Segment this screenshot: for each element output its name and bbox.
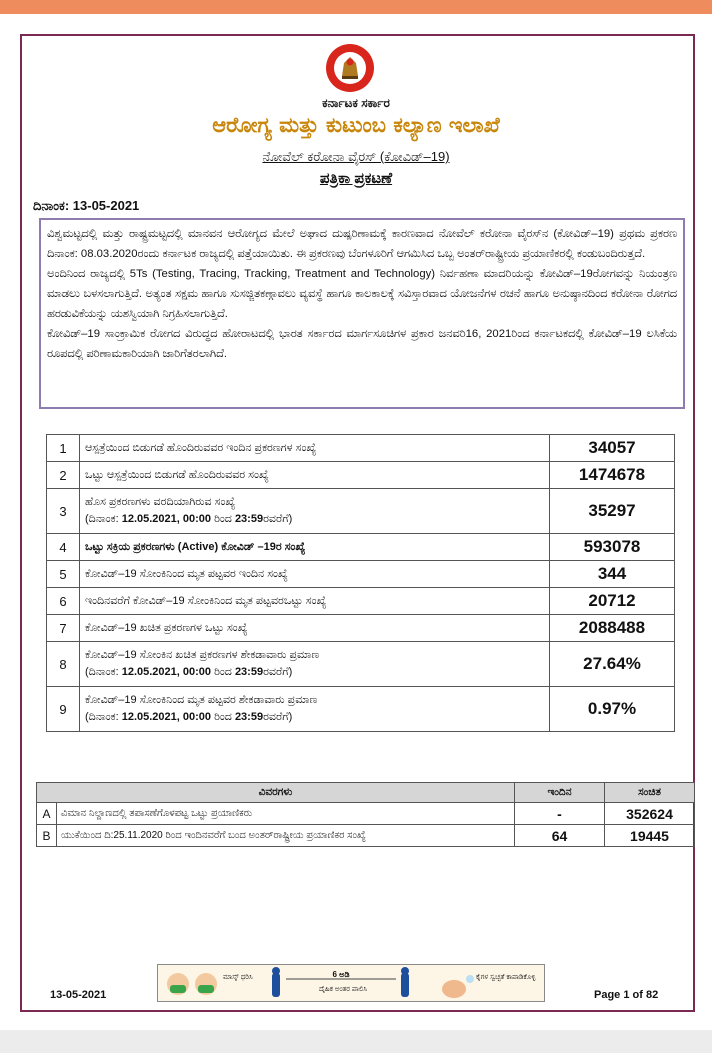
table-row: 3 ಹೊಸ ಪ್ರಕರಣಗಳು ವರದಿಯಾಗಿರುವ ಸಂಖ್ಯೆ (ದಿನಾಂಕ: 12.05.2021, 00:00 ರಿಂದ 23:59ರವರೆಗೆ) 35297	[47, 489, 675, 534]
table-row: 1 ಆಸ್ಪತ್ರೆಯಿಂದ ಬಿಡುಗಡೆ ಹೊಂದಿರುವವರ ಇಂದಿನ ಪ್ರಕರಣಗಳ ಸಂಖ್ಯೆ 34057	[47, 435, 675, 462]
table-row: B ಯುಕೆಯಿಂದ ದಿ:25.11.2020 ರಿಂದ ಇಂದಿನವರೆಗೆ ಬಂದ ಅಂತರ್‌ರಾಷ್ಟ್ರೀಯ ಪ್ರಯಾಣಿಕರ ಸಂಖ್ಯೆ 64 19445	[37, 825, 695, 847]
table-row: 4 ಒಟ್ಟು ಸಕ್ರಿಯ ಪ್ರಕರಣಗಳು (Active) ಕೋವಿಡ್ –19ರ ಸಂಖ್ಯೆ 593078	[47, 534, 675, 561]
footer-date: 13-05-2021	[50, 989, 107, 1001]
table-row: 7 ಕೋವಿಡ್–19 ಖಚಿತ ಪ್ರಕರಣಗಳ ಒಟ್ಟು ಸಂಖ್ಯೆ 2088488	[47, 615, 675, 642]
release-date: ದಿನಾಂಕ: 13-05-2021	[33, 198, 140, 213]
covid-safety-banner	[157, 964, 545, 1002]
intro-box	[39, 218, 685, 409]
intro-paragraph-2: ಅಂದಿನಿಂದ ರಾಜ್ಯದಲ್ಲಿ 5Ts (Testing, Tracing, Tracking, Treatment and Technology) ನಿರ್ವಹಣಾ ಮಾದರಿಯನ್ನು ಕೋವಿಡ್–19ರೋಗವನ್ನು ನಿಯಂತ್ರಣ ಮಾಡಲು ಬಳಸಲಾಗುತ್ತಿದೆ. ಅತ್ಯಂತ ಸಕ್ಷಮ ಹಾಗೂ ಸುಸಜ್ಜಿತಕಣ್ಗಾವಲು ವ್ಯವಸ್ಥೆ ಹಾಗೂ ಕಾಲಕಾಲಕ್ಕೆ ಸವಿಸ್ತಾರವಾದ ಯೋಜನೆಗಳ ರಚನೆ ಹಾಗೂ ಅನುಷ್ಠಾನದಿಂದ ಕರೋನಾ ರೋಗದ ಹರಡುವಿಕೆಯನ್ನು ಯಶಸ್ವಿಯಾಗಿ ನಿಗ್ರಹಿಸಲಾಗುತ್ತಿದೆ.	[47, 268, 677, 320]
table-row: 2 ಒಟ್ಟು ಆಸ್ಪತ್ರೆಯಿಂದ ಬಿಡುಗಡೆ ಹೊಂದಿರುವವರ ಸಂಖ್ಯೆ 1474678	[47, 462, 675, 489]
header-cumulative: ಸಂಚಿತ	[605, 783, 695, 803]
distance-text: 6 ಅಡಿ	[332, 970, 350, 979]
department-title: ಆರೋಗ್ಯ ಮತ್ತು ಕುಟುಂಬ ಕಲ್ಯಾಣ ಇಲಾಖೆ	[212, 113, 500, 137]
header-today: ಇಂದಿನ	[515, 783, 605, 803]
header-details: ವಿವರಗಳು	[37, 783, 515, 803]
mask-text: ಮಾಸ್ಕ್ ಧರಿಸಿ	[223, 974, 253, 981]
top-accent-bar	[0, 0, 712, 14]
government-name: ಕರ್ನಾಟಕ ಸರ್ಕಾರ	[322, 96, 390, 110]
press-release-title: ಪತ್ರಿಕಾ ಪ್ರಕಟಣೆ	[319, 170, 393, 187]
footer-page-number: Page 1 of 82	[594, 989, 659, 1001]
covid-stats-table	[46, 434, 675, 732]
distance-sub-text: ದೈಹಿಕ ಅಂತರ ಪಾಲಿಸಿ	[318, 986, 368, 993]
table-row: 6 ಇಂದಿನವರೆಗೆ ಕೋವಿಡ್–19 ಸೋಂಕಿನಿಂದ ಮೃತ ಪಟ್ಟವರಒಟ್ಟು ಸಂಖ್ಯೆ 20712	[47, 588, 675, 615]
subject-title: ನೋವೆಲ್ ಕರೋನಾ ವೈರಸ್ (ಕೋವಿಡ್–19)	[262, 149, 450, 164]
table-header-row	[37, 783, 695, 803]
government-emblem	[312, 43, 388, 93]
table-row: 5 ಕೋವಿಡ್–19 ಸೋಂಕಿನಿಂದ ಮೃತ ಪಟ್ಟವರ ಇಂದಿನ ಸಂಖ್ಯೆ 344	[47, 561, 675, 588]
bottom-scroll-area	[0, 1030, 712, 1053]
table-row: A ವಿಮಾನ ನಿಲ್ದಾಣದಲ್ಲಿ ತಪಾಸಣೆಗೊಳಪಟ್ಟ ಒಟ್ಟು ಪ್ರಯಾಣಿಕರು - 352624	[37, 803, 695, 825]
intro-paragraph-3: ಕೋವಿಡ್–19 ಸಾಂಕ್ರಾಮಿಕ ರೋಗದ ವಿರುದ್ಧದ ಹೋರಾಟದಲ್ಲಿ ಭಾರತ ಸರ್ಕಾರದ ಮಾರ್ಗಸೂಚಿಗಳ ಪ್ರಕಾರ ಜನವರಿ16, 2021ರಿಂದ ಕರ್ನಾಟಕದಲ್ಲಿ ಕೋವಿಡ್–19 ಲಸಿಕೆಯ ರೂಪದಲ್ಲಿ ಪರಿಣಾಮಕಾರಿಯಾಗಿ ಜಾರಿಗೆತರಲಾಗಿದೆ.	[47, 328, 677, 360]
table-row: 9 ಕೋವಿಡ್–19 ಸೋಂಕಿನಿಂದ ಮೃತ ಪಟ್ಟವರ ಶೇಕಡಾವಾರು ಪ್ರಮಾಣ (ದಿನಾಂಕ: 12.05.2021, 00:00 ರಿಂದ 23:59ರವರೆಗೆ) 0.97%	[47, 687, 675, 732]
table-row: 8 ಕೋವಿಡ್–19 ಸೋಂಕಿನ ಖಚಿತ ಪ್ರಕರಣಗಳ ಶೇಕಡಾವಾರು ಪ್ರಮಾಣ (ದಿನಾಂಕ: 12.05.2021, 00:00 ರಿಂದ 23:59ರವರೆಗೆ) 27.64%	[47, 642, 675, 687]
handwash-text: ಕೈಗಳ ಸ್ವಚ್ಛತೆ ಕಾಪಾಡಿಕೊಳ್ಳಿ	[476, 974, 536, 981]
intro-paragraph-1: ವಿಶ್ವಮಟ್ಟದಲ್ಲಿ ಮತ್ತು ರಾಷ್ಟ್ರಮಟ್ಟದಲ್ಲಿ ಮಾನವನ ಆರೋಗ್ಯದ ಮೇಲೆ ಅಘಾದ ದುಷ್ಪರಿಣಾಮಕ್ಕೆ ಕಾರಣವಾದ ನೋವೆಲ್ ಕರೋನಾ ವೈರಸ್‌ನ (ಕೋವಿಡ್–19) ಪ್ರಥಮ ಪ್ರಕರಣ ದಿನಾಂಕ: 08.03.2020ರಂದು ಕರ್ನಾಟಕ ರಾಜ್ಯದಲ್ಲಿ ಪತ್ತೆಯಾಯಿತು. ಈ ಪ್ರಕರಣವು ಬೆಂಗಳೂರಿಗೆ ಆಗಮಿಸಿದ ಒಬ್ಬ ಅಂತರ್‌ರಾಷ್ಟ್ರೀಯ ಪ್ರಯಾಣಿಕರಲ್ಲಿ ಕಂಡುಬಂದಿರುತ್ತದೆ.	[47, 228, 677, 260]
international-travellers-table	[36, 782, 695, 847]
